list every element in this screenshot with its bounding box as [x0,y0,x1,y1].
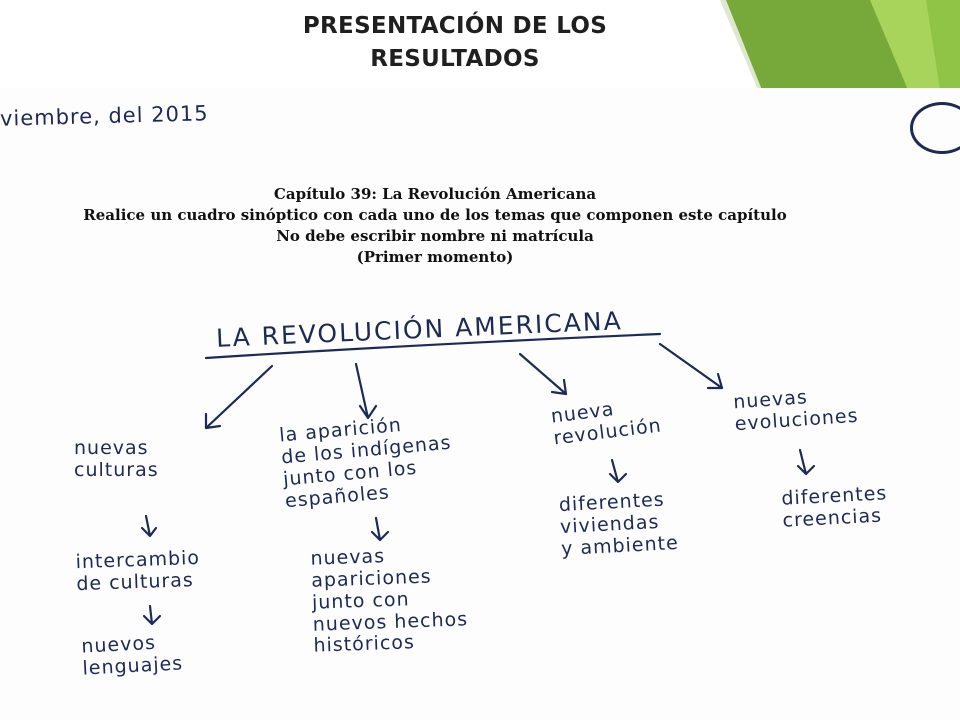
handwritten-date: viembre, del 2015 [0,101,209,131]
instruction-line-3: No debe escribir nombre ni matrícula [276,227,594,245]
branch-nuevas-culturas: nuevas culturas [74,437,159,481]
node-diferentes-viviendas: diferentes viviendas y ambiente [558,488,680,560]
arrow-to-branch-1 [206,366,272,428]
instruction-line-4: (Primer momento) [356,248,514,266]
arrow-to-branch-2 [356,364,376,418]
node-nuevos-lenguajes: nuevos lenguajes [80,631,184,680]
arrow-b4-down [798,450,814,474]
node-nuevas-apariciones: nuevas apariciones junto con nuevos hechos históricos [310,545,469,658]
arrow-b1-down-1 [142,516,156,536]
branch-nueva-revolucion: nueva revolución [549,398,663,450]
instruction-line-2: Realice un cuadro sinóptico con cada uno de los temas que componen este capítulo [83,206,787,224]
arrow-to-branch-3 [520,354,566,394]
green-accent-shape [720,0,960,90]
node-diferentes-creencias: diferentes creencias [780,482,888,532]
concept-map-title: LA REVOLUCIÓN AMERICANA [215,306,624,353]
branch-aparicion-indigenas: la aparición de los indígenas junto con los españoles [278,413,453,512]
slide-title-line-2: RESULTADOS [370,46,540,72]
instruction-line-1: Capítulo 39: La Revolución Americana [273,185,597,203]
scanned-worksheet [0,88,960,720]
branch-nuevas-evoluciones: nuevas evoluciones [732,386,860,436]
node-intercambio-culturas: intercambio de culturas [75,546,201,596]
arrow-b2-down [372,518,388,540]
arrow-to-branch-4 [660,344,722,388]
arrow-b3-down [610,460,626,482]
arrow-b1-down-2 [144,606,160,624]
slide-title-line-1: PRESENTACIÓN DE LOS [302,13,608,39]
